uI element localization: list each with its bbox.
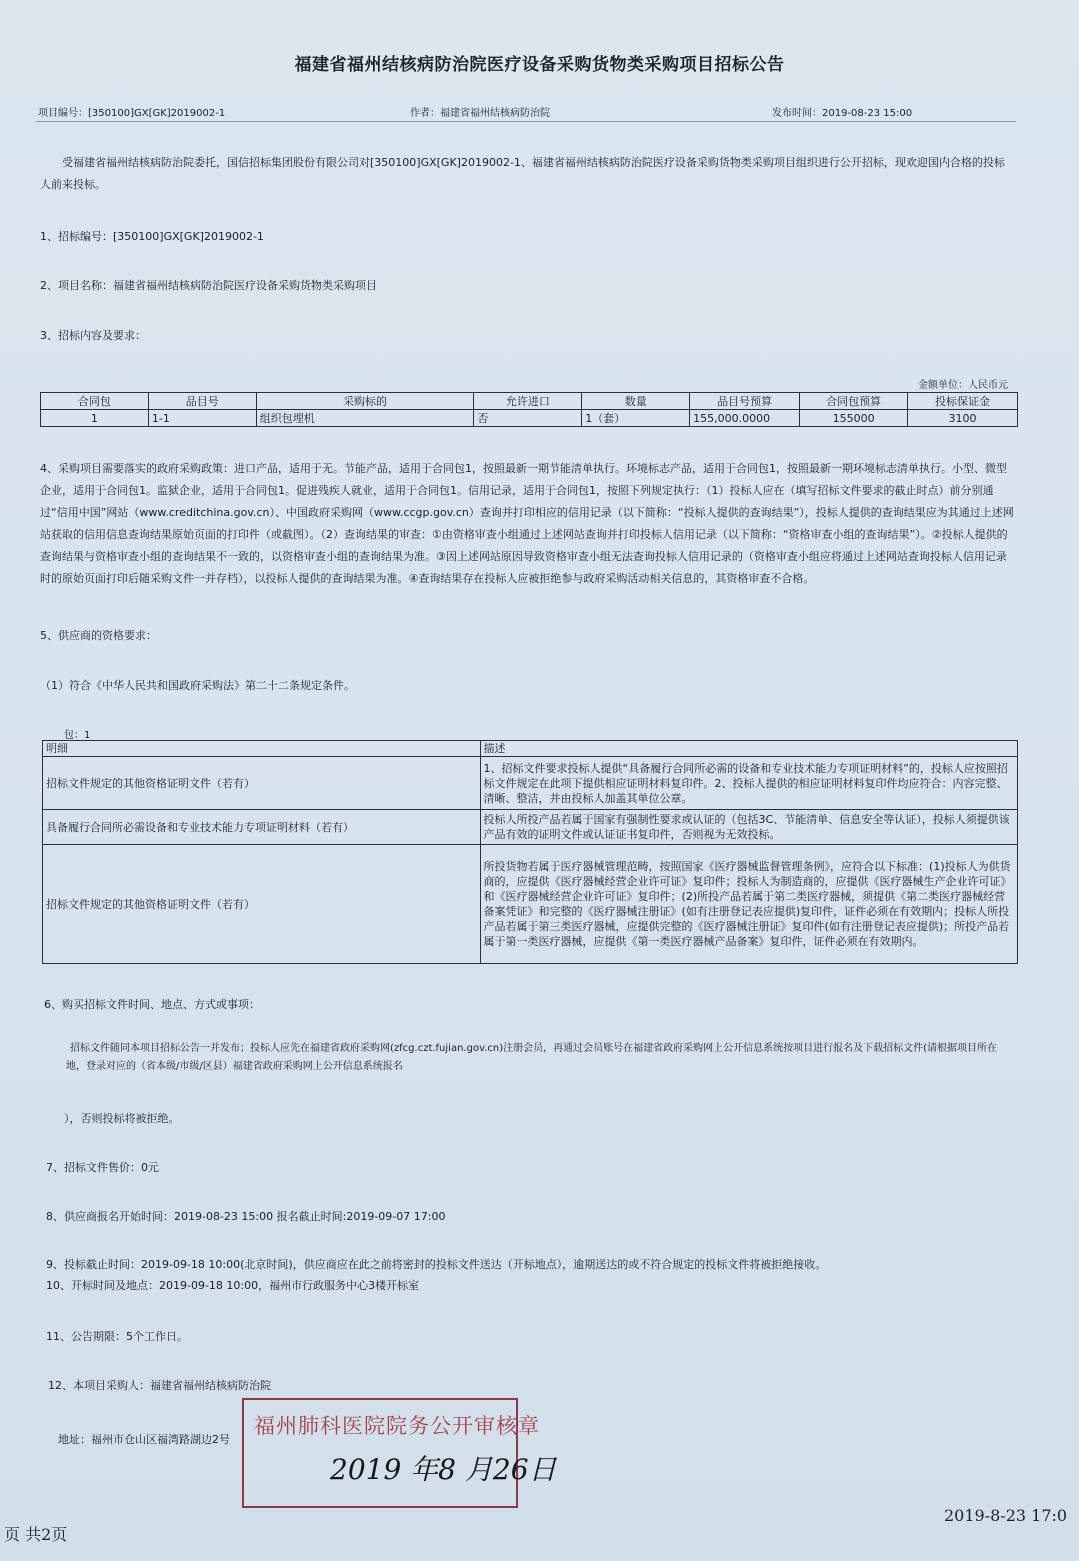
table-cell: 155,000.0000 bbox=[690, 410, 800, 427]
table-cell: 所投货物若属于医疗器械管理范畴，按照国家《医疗器械监督管理条例》，应符合以下标准：(1)投标人为供货商的，应提供《医疗器械经营企业许可证》复印件；投标人为制造商的，应提供《医疗器械生产企业许可证》和《医疗器械经营企业许可证》复印件；(2)所投产品若属于第二类医疗器械，须提供《第二类医疗器械经营备案凭证》和完整的《医疗器械注册证》(如有注册登记表应提供)复印件，证件必须在有效期内；投标人所投产品若属于第三类医疗器械，应提供完整的《医疗器械注册证》复印件(如有注册登记表应提供)；所投产品若属于第一类医疗器械，应提供《第一类医疗器械产品备案》复印件，证件必须在有效期内。 bbox=[480, 845, 1017, 964]
table-cell: 1-1 bbox=[148, 410, 256, 427]
address: 地址：福州市仓山区福湾路湖边2号 bbox=[58, 1433, 230, 1446]
section-5-item-1: （1）符合《中华人民共和国政府采购法》第二十二条规定条件。 bbox=[40, 679, 355, 692]
package-caption: 包：1 bbox=[64, 730, 91, 741]
page-title: 福建省福州结核病防治院医疗设备采购货物类采购项目招标公告 bbox=[294, 55, 785, 75]
amount-unit: 金额单位：人民币元 bbox=[918, 380, 1008, 391]
section-6-body: 招标文件随同本项目招标公告一并发布；投标人应先在福建省政府采购网(zfcg.czt.fujian.gov.cn)注册会员，再通过会员账号在福建省政府采购网上公开信息系统按项目进行报名及下载招标文件(请根据项目所在地，登录对应的（省本级/市级/区县）福建省政府采购网上公开信息系统报名 bbox=[66, 1043, 998, 1072]
table-cell: 招标文件规定的其他资格证明文件（若有） bbox=[43, 845, 481, 964]
table-cell: 1（套） bbox=[582, 410, 690, 427]
table-header-cell: 采购标的 bbox=[256, 393, 474, 410]
section-4: 4、采购项目需要落实的政府采购政策：进口产品，适用于无。节能产品，适用于合同包1，按照最新一期节能清单执行。环境标志产品，适用于合同包1，按照最新一期环境标志清单执行。小型、微型企业，适用于合同包1。监狱企业，适用于合同包1。促进残疾人就业，适用于合同包1。信用记录，适用于合同包1，按照下列规定执行：（1）投标人应在（填写招标文件要求的截止时点）前分别通过“信用中国”网站（www.creditchina.gov.cn）、中国政府采购网（www.ccgp.gov.cn）查询并打印相应的信用记录（以下简称：“投标人提供的查询结果”），投标人提供的查询结果应为其通过上述网站获取的信用信息查询结果原始页面的打印件（或截图）。（2）查询结果的审查：①由资格审查小组通过上述网站查询并打印投标人信用记录（以下简称：“资格审查小组的查询结果”）。②投标人提供的查询结果与资格审查小组的查询结果不一致的，以资格审查小组的查询结果为准。③因上述网站原因导致资格审查小组无法查询投标人信用记录的（资格审查小组应将通过上述网站查询投标人信用记录时的原始页面打印后随采购文件一并存档），以投标人提供的查询结果为准。④查询结果存在投标人应被拒绝参与政府采购活动相关信息的，其资格审查不合格。 bbox=[40, 462, 1014, 585]
table-header-cell: 合同包 bbox=[41, 393, 149, 410]
table-header-row bbox=[41, 393, 1018, 410]
author: 作者：福建省福州结核病防治院 bbox=[410, 108, 550, 119]
section-12: 12、本项目采购人：福建省福州结核病防治院 bbox=[48, 1379, 271, 1392]
table-header-cell: 品目号预算 bbox=[690, 393, 800, 410]
section-11: 11、公告期限：5个工作日。 bbox=[46, 1330, 188, 1343]
table-cell: 3100 bbox=[908, 410, 1018, 427]
handwritten-date: 2019 年8 月26日 bbox=[330, 1453, 557, 1486]
stamp-text: 福州肺科医院院务公开审核章 bbox=[254, 1414, 540, 1438]
table-cell: 1 bbox=[41, 410, 149, 427]
project-number: 项目编号：[350100]GX[GK]2019002-1 bbox=[38, 108, 226, 119]
table-header-row bbox=[43, 741, 1018, 757]
table-cell: 具备履行合同所必需设备和专业技术能力专项证明材料（若有） bbox=[43, 810, 481, 845]
section-6: 6、购买招标文件时间、地点、方式或事项： bbox=[44, 998, 260, 1011]
table-header-cell: 允许进口 bbox=[474, 393, 582, 410]
section-1: 1、招标编号：[350100]GX[GK]2019002-1 bbox=[40, 230, 264, 243]
section-2: 2、项目名称：福建省福州结核病防治院医疗设备采购货物类采购项目 bbox=[40, 279, 377, 292]
table-header-cell: 明细 bbox=[43, 741, 481, 757]
section-3: 3、招标内容及要求： bbox=[40, 329, 146, 342]
qualification-table bbox=[42, 740, 1018, 964]
table-row bbox=[41, 410, 1018, 427]
table-row bbox=[43, 845, 1018, 964]
section-5: 5、供应商的资格要求： bbox=[40, 629, 157, 642]
table-header-cell: 数量 bbox=[582, 393, 690, 410]
table-cell: 组织包埋机 bbox=[256, 410, 474, 427]
table-cell: 否 bbox=[474, 410, 582, 427]
publish-time: 发布时间：2019-08-23 15:00 bbox=[772, 108, 913, 119]
section-6-tail: ），否则投标将被拒绝。 bbox=[64, 1112, 180, 1125]
table-header-cell: 合同包预算 bbox=[800, 393, 908, 410]
table-cell: 1、招标文件要求投标人提供“具备履行合同所必需的设备和专业技术能力专项证明材料”的，投标人应按照招标文件规定在此项下提供相应证明材料复印件。2、投标人提供的相应证明材料复印件均应符合：内容完整、清晰、整洁，并由投标人加盖其单位公章。 bbox=[480, 757, 1017, 810]
intro-paragraph: 受福建省福州结核病防治院委托，国信招标集团股份有限公司对[350100]GX[GK]2019002-1、福建省福州结核病防治院医疗设备采购货物类采购项目组织进行公开招标，现欢迎国内合格的投标人前来投标。 bbox=[40, 156, 1005, 191]
table-row bbox=[43, 810, 1018, 845]
table-header-cell: 品目号 bbox=[148, 393, 256, 410]
procurement-table bbox=[40, 392, 1018, 427]
page-count: 页 共2页 bbox=[4, 1525, 68, 1544]
section-10: 10、开标时间及地点：2019-09-18 10:00，福州市行政服务中心3楼开标室 bbox=[46, 1279, 420, 1292]
section-8: 8、供应商报名开始时间：2019-08-23 15:00 报名截止时间:2019-09-07 17:00 bbox=[46, 1210, 446, 1223]
table-cell: 投标人所投产品若属于国家有强制性要求或认证的（包括3C、节能清单、信息安全等认证），投标人须提供该产品有效的证明文件或认证证书复印件，否则视为无效投标。 bbox=[480, 810, 1017, 845]
header-divider bbox=[36, 121, 1016, 122]
table-row bbox=[43, 757, 1018, 810]
print-datetime: 2019-8-23 17:0 bbox=[944, 1506, 1068, 1525]
section-7: 7、招标文件售价：0元 bbox=[46, 1161, 159, 1174]
table-header-cell: 投标保证金 bbox=[908, 393, 1018, 410]
section-9: 9、投标截止时间：2019-09-18 10:00(北京时间)，供应商应在此之前将密封的投标文件送达（开标地点），逾期送达的或不符合规定的投标文件将被拒绝接收。 bbox=[46, 1258, 827, 1271]
table-cell: 招标文件规定的其他资格证明文件（若有） bbox=[43, 757, 481, 810]
table-header-cell: 描述 bbox=[480, 741, 1017, 757]
table-cell: 155000 bbox=[800, 410, 908, 427]
